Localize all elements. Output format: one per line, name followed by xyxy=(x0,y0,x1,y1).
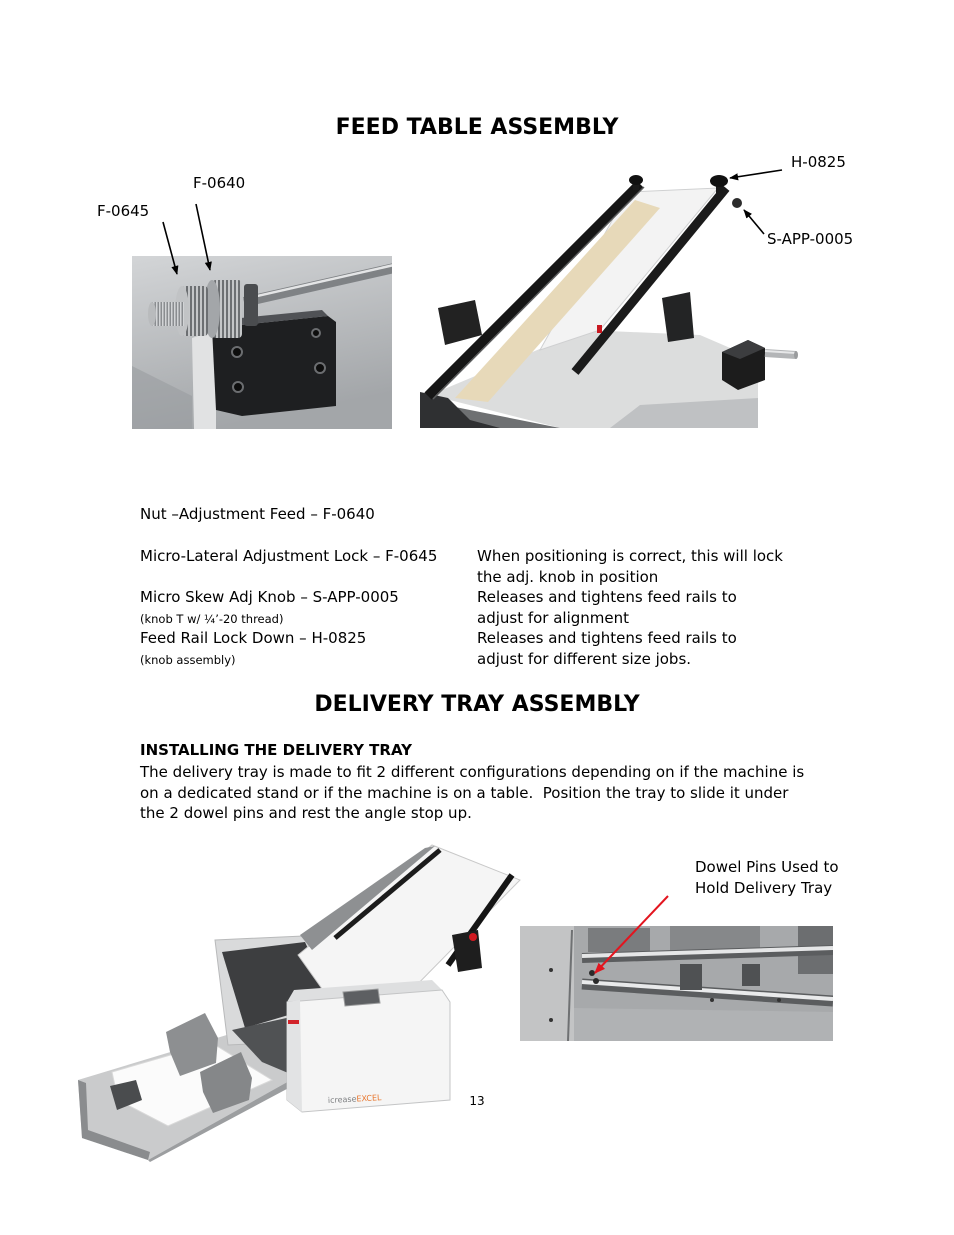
callout-label-sapp0005: S-APP-0005 xyxy=(767,230,854,248)
dowel-pins-callout xyxy=(695,857,839,899)
feed-table-title: FEED TABLE ASSEMBLY xyxy=(335,115,619,140)
delivery-tray-title: DELIVERY TRAY ASSEMBLY xyxy=(314,692,640,717)
threaded-shaft-end xyxy=(148,302,156,326)
callout-label-f0645: F-0645 xyxy=(97,202,150,220)
part-description xyxy=(477,628,737,669)
machine-side-wall xyxy=(520,926,574,1041)
control-panel-screen xyxy=(343,989,380,1006)
knob-assembly-photo xyxy=(132,256,392,429)
skew-rod-end xyxy=(794,351,798,359)
shaft-block xyxy=(742,964,760,986)
callout-label-h0825: H-0825 xyxy=(791,153,846,171)
installation-paragraph xyxy=(140,762,804,824)
part-description-line: When positioning is correct, this will lock xyxy=(477,547,783,565)
page-number: 13 xyxy=(469,1094,485,1108)
part-name: Nut –Adjustment Feed – F-0640 xyxy=(140,505,375,523)
screw xyxy=(710,998,714,1002)
installing-subheading: INSTALLING THE DELIVERY TRAY xyxy=(140,741,412,759)
part-description-line: the adj. knob in position xyxy=(477,567,659,586)
brand-badge xyxy=(288,1020,299,1024)
callout-label-f0640: F-0640 xyxy=(193,174,246,192)
feed-rail-bracket xyxy=(452,930,482,972)
screw xyxy=(549,1018,553,1022)
dowel-pin xyxy=(593,978,599,984)
dowel-pins-photo xyxy=(520,926,833,1041)
bottom-plate xyxy=(574,1008,833,1041)
paragraph-line: the 2 dowel pins and rest the angle stop up. xyxy=(140,804,472,822)
callout-line: Dowel Pins Used to xyxy=(695,858,839,876)
shaft-block xyxy=(680,964,702,990)
screw xyxy=(777,998,781,1002)
screw xyxy=(549,968,553,972)
part-description xyxy=(477,587,737,628)
threaded-shaft xyxy=(152,302,184,326)
feed-rails-photo xyxy=(420,165,800,430)
red-knob xyxy=(469,933,477,941)
left-feed-block xyxy=(438,300,482,345)
machine-logo-prefix: icrease xyxy=(327,1094,357,1105)
bracket-hole xyxy=(315,363,325,373)
feed-rail-lock-knob-left xyxy=(629,175,643,185)
bracket-hole xyxy=(312,329,320,337)
dowel-pin xyxy=(589,970,595,976)
machine-logo-suffix: EXCEL xyxy=(356,1093,382,1104)
part-note: (knob T w/ ¼’-20 thread) xyxy=(140,612,284,626)
feed-rail-lock-knob-h0825 xyxy=(710,175,728,187)
red-indicator xyxy=(597,325,602,333)
part-description-line: Releases and tightens feed rails to xyxy=(477,629,737,647)
rod-collar xyxy=(244,284,258,326)
part-description-line: adjust for different size jobs. xyxy=(477,649,692,668)
side-plate xyxy=(192,330,216,429)
part-name: Micro-Lateral Adjustment Lock – F-0645 xyxy=(140,547,438,565)
machine-with-delivery-tray-photo xyxy=(75,838,525,1162)
paragraph-line: The delivery tray is made to fit 2 different configurations depending on if the machine is xyxy=(140,763,805,781)
bracket-hole xyxy=(232,347,242,357)
top-component xyxy=(588,928,650,952)
part-name: Feed Rail Lock Down – H-0825 xyxy=(140,629,367,647)
part-note: (knob assembly) xyxy=(140,653,236,667)
micro-skew-knob-sapp0005 xyxy=(732,198,742,208)
callout-line: Hold Delivery Tray xyxy=(695,879,833,897)
part-description-line: adjust for alignment xyxy=(477,608,630,627)
part-description xyxy=(477,546,783,587)
part-name: Micro Skew Adj Knob – S-APP-0005 xyxy=(140,588,399,606)
paragraph-line: on a dedicated stand or if the machine is on a table. Position the tray to slide it under xyxy=(140,783,789,802)
part-description-line: Releases and tightens feed rails to xyxy=(477,588,737,606)
bracket-hole xyxy=(233,382,243,392)
